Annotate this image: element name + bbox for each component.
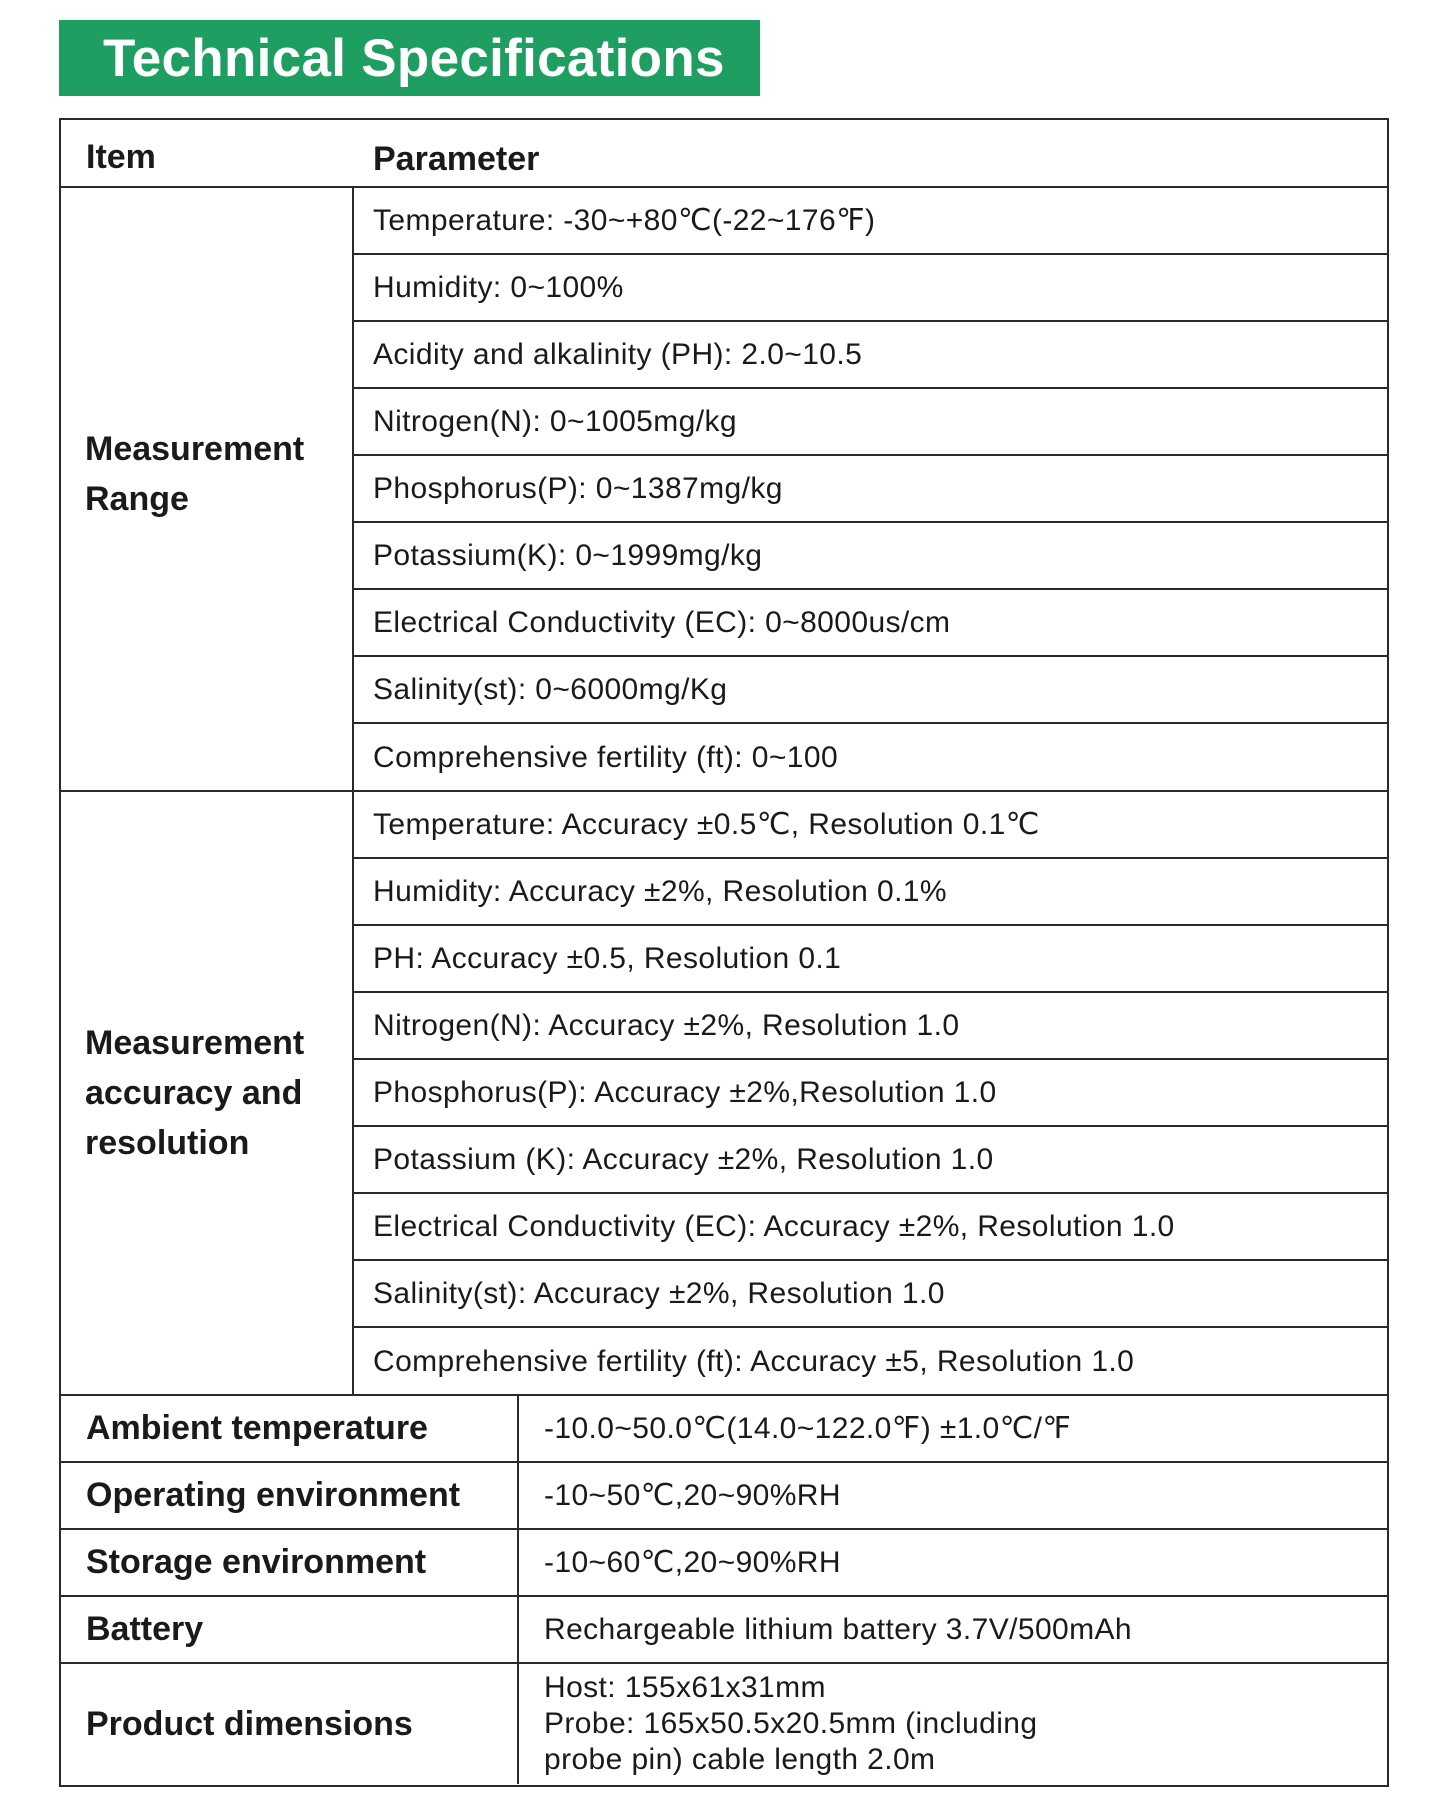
spec-row-storage-environment bbox=[61, 1530, 1387, 1597]
table-row: Nitrogen(N): Accuracy ±2%, Resolution 1.0 bbox=[354, 993, 1387, 1060]
section-rows bbox=[354, 188, 1387, 790]
table-row: Comprehensive fertility (ft): 0~100 bbox=[373, 740, 839, 774]
table-row: Nitrogen(N): 0~1005mg/kg bbox=[354, 389, 1387, 456]
spec-row-operating-environment bbox=[61, 1463, 1387, 1530]
table-row: Electrical Conductivity (EC): 0~8000us/cm bbox=[354, 590, 1387, 657]
spec-value bbox=[519, 1396, 1387, 1461]
table-row: Acidity and alkalinity (PH): 2.0~10.5 bbox=[354, 322, 1387, 389]
table-row: PH: Accuracy ±0.5, Resolution 0.1 bbox=[354, 926, 1387, 993]
section-rows bbox=[354, 792, 1387, 1394]
header-parameter: Parameter bbox=[373, 140, 540, 178]
spec-row-ambient-temperature bbox=[61, 1396, 1387, 1463]
table-row: Comprehensive fertility (ft): Accuracy ±5, Resolution 1.0 bbox=[373, 1344, 1135, 1378]
spec-value bbox=[519, 1597, 1387, 1662]
section-label-line: accuracy and bbox=[85, 1074, 303, 1112]
spec-table bbox=[59, 118, 1389, 1787]
spec-label: Product dimensions bbox=[61, 1664, 519, 1784]
spec-value-line: probe pin) cable length 2.0m bbox=[544, 1743, 936, 1776]
table-row: Phosphorus(P): Accuracy ±2%,Resolution 1.0 bbox=[354, 1060, 1387, 1127]
table-row: Phosphorus(P): 0~1387mg/kg bbox=[354, 456, 1387, 523]
spec-value-line: -10~50℃,20~90%RH bbox=[544, 1478, 841, 1512]
table-row: Electrical Conductivity (EC): Accuracy ±2%, Resolution 1.0 bbox=[354, 1194, 1387, 1261]
spec-label: Ambient temperature bbox=[61, 1396, 519, 1461]
title-banner bbox=[59, 20, 760, 96]
table-row: Humidity: 0~100% bbox=[354, 255, 1387, 322]
header-item: Item bbox=[86, 138, 156, 176]
spec-value-line: -10~60℃,20~90%RH bbox=[544, 1545, 841, 1579]
spec-row-battery bbox=[61, 1597, 1387, 1664]
spec-value-line: Rechargeable lithium battery 3.7V/500mAh bbox=[544, 1612, 1132, 1646]
table-header bbox=[61, 120, 1387, 188]
spec-value-line: -10.0~50.0℃(14.0~122.0℉) ±1.0℃/℉ bbox=[544, 1411, 1072, 1445]
spec-label: Operating environment bbox=[61, 1463, 519, 1528]
section-label-line: Range bbox=[85, 480, 189, 518]
section-accuracy-resolution bbox=[61, 792, 1387, 1396]
section-label bbox=[61, 792, 354, 1394]
section-label-line: Measurement bbox=[85, 430, 305, 468]
table-row: Potassium(K): 0~1999mg/kg bbox=[354, 523, 1387, 590]
table-row: Salinity(st): Accuracy ±2%, Resolution 1.0 bbox=[354, 1261, 1387, 1328]
spec-label: Battery bbox=[61, 1597, 519, 1662]
section-measurement-range bbox=[61, 188, 1387, 792]
section-label bbox=[61, 188, 354, 790]
table-row: Humidity: Accuracy ±2%, Resolution 0.1% bbox=[354, 859, 1387, 926]
spec-value bbox=[519, 1530, 1387, 1595]
spec-row-product-dimensions bbox=[61, 1664, 1387, 1784]
spec-value bbox=[519, 1664, 1387, 1784]
spec-value-line: Probe: 165x50.5x20.5mm (including bbox=[544, 1707, 1038, 1740]
table-row: Temperature: -30~+80℃(-22~176℉) bbox=[354, 188, 1387, 255]
spec-value bbox=[519, 1463, 1387, 1528]
table-row: Temperature: Accuracy ±0.5℃, Resolution 0.1℃ bbox=[354, 792, 1387, 859]
spec-value-line: Host: 155x61x31mm bbox=[544, 1671, 826, 1704]
section-label-line: Measurement bbox=[85, 1024, 305, 1062]
section-label-line: resolution bbox=[85, 1124, 250, 1162]
table-row: Potassium (K): Accuracy ±2%, Resolution 1.0 bbox=[354, 1127, 1387, 1194]
table-row: Salinity(st): 0~6000mg/Kg bbox=[354, 657, 1387, 724]
spec-label: Storage environment bbox=[61, 1530, 519, 1595]
page-title: Technical Specifications bbox=[103, 28, 725, 88]
